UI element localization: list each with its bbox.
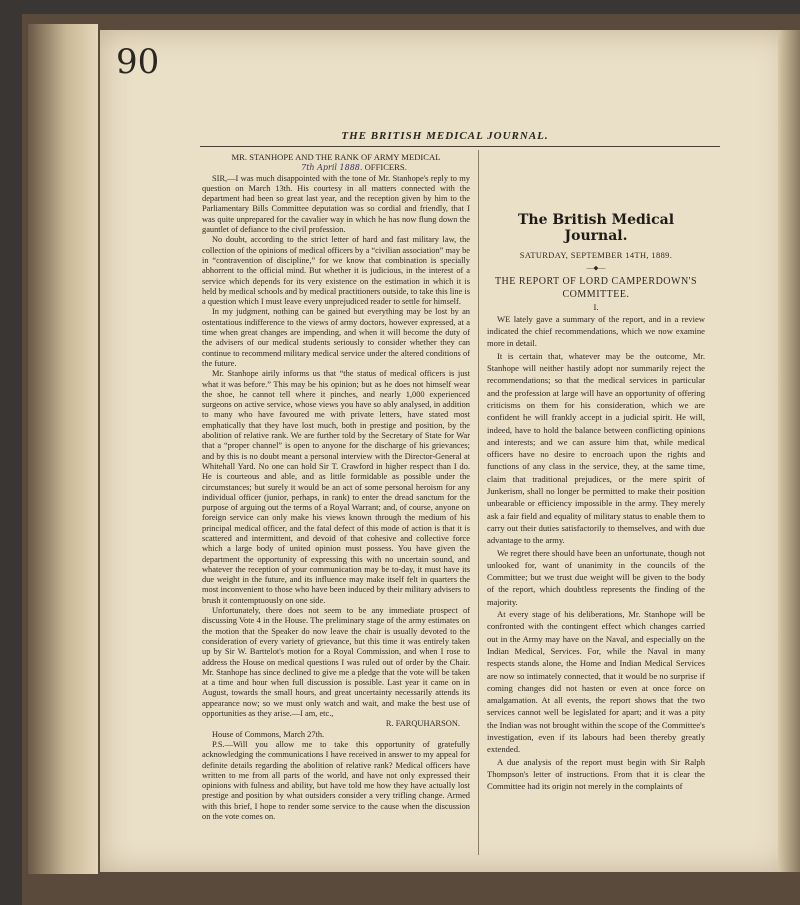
letter-heading-line2	[202, 162, 470, 173]
book-spine	[28, 24, 98, 874]
letter-address: House of Commons, March 27th.	[212, 729, 325, 739]
page-number: 90	[116, 42, 160, 82]
letter-paragraph-2: No doubt, according to the strict letter of hard and fast military law, the collection of the opinions of medical officers by a “civilian association” may be in “contravention of discipline,” for we know that combination is specially abhorrent to the official mind. But whether it is judicious, in the interest of a service which depends for its very existence on the estimation in which it is held by medical schools and by medical practitioners outside, to take this line is a question which I must leave every unprejudiced reader to settle for himself.	[202, 235, 470, 307]
letter-paragraph-5: Unfortunately, there does not seem to be any immediate prospect of discussing Vote 4 in the House. The preliminary stage of the army estimates on the motion that the Speaker do now leave the chair is usually devoted to the consideration of every variety of grievance, but this time it was entirely taken up by Sir W. Barttelot's motion for a Royal Commission, and when I rose to address the House on medical questions I was ruled out of order by the Chair. Mr. Stanhope has since declined to give me a pledge that the vote will be taken at a time and hour when full discussion is possible. Last year it came on in August, towards the small hours, and great uncertainty necessarily attends its appearance now; so we must only watch and wait, and make the best use of opportunities as they arise.—I am, etc.,	[202, 606, 470, 719]
article-paragraph-4: At every stage of his deliberations, Mr. Stanhope will be confronted with the contingent effect which changes carried out in the Army may have on the Naval, and especially on the Indian Medical, Services. For, while the Naval in many respects stands alone, the Home and Indian Medical Services are now so intimately connected, that it would be no surprise if coming changes did not hasten or even at once force on amalgamation. At all events, the report shows that the two services cannot well be legislated for apart; and it was a pity the Indian was not brought within the scope of the Committee's investigation, even if its labours had been thereby greatly extended.	[487, 609, 705, 755]
handwritten-note: 7th April 1888.	[301, 163, 363, 173]
article-paragraph-3: We regret there should have been an unfortunate, though not unlooked for, want of unanimity in the councils of the Committee; but we trust due weight will be given to the body of the report, which doubtless represents the finding of the majority.	[487, 547, 705, 607]
issue-date: SATURDAY, SEPTEMBER 14TH, 1889.	[519, 251, 673, 260]
header-rule	[200, 146, 720, 147]
section-number: I.	[593, 301, 599, 312]
letter-paragraph-1: SIR,—I was much disappointed with the tone of Mr. Stanhope's reply to my question on March 13th. His courtesy in all matters connected with the department had been so great last year, and the reception given by him to the Parliamentary Bills Committee deputation was so cordial and friendly, that I was quite unprepared for the cavalier way in which he has now flung down the gauntlet of defiance to the civil profession.	[202, 173, 470, 235]
column-separator	[478, 150, 479, 855]
letter-heading-cont: OFFICERS.	[364, 162, 407, 173]
article-title: THE REPORT OF LORD CAMPERDOWN'S COMMITTEE.	[494, 275, 698, 300]
page-edge	[778, 30, 800, 872]
journal-masthead: The British Medical Journal.	[517, 212, 675, 244]
article-paragraph-5: A due analysis of the report must begin with Sir Ralph Thompson's letter of instructions. From that it is clear the Committee had its origin not merely in the complaints of	[487, 756, 705, 792]
letter-heading: MR. STANHOPE AND THE RANK OF ARMY MEDICAL	[231, 152, 441, 162]
letter-paragraph-4: Mr. Stanhope airily informs us that “the status of medical officers is just what it was before.” This may be his opinion; but as he does not himself wear the shoe, he cannot tell where it pinches, and nearly 1,000 experienced surgeons on active service, whose views you have so ably analysed, in addition to many who have favoured me with private letters, have stated most emphatically that they have lost much, both in prestige and position, by the abolition of relative rank. We are further told by the Secretary of State for War that a “proper channel” is open to anyone for the discharge of his grievances; and by this is no doubt meant a personal interview with the Director-General at Whitehall Yard. No one can hold Sir T. Crawford in higher respect than I do. He is courteous and able, and as little formidable as possible under the circumstances; but surely it would be an act of some personal heroism for any individual officer (junior, perhaps, in rank) to enter the dread sanctum for the purpose of arguing out the terms of a Royal Warrant; and, of course, anyone on foreign service can only make his views known through the medium of his principal medical officer, and the fatal defect of this mode of action is that it is scattered and intermittent, and devoid of that cohesive and collective force which a large body of united opinion must possess. You have given the department the opportunity of expressing this with no uncertain sound, and whatever the reception of your communication may be to-day, it must have its due weight in the future, and its influence may make itself felt in quarters the most inconvenient to those who have been induced by their military advisers to brush it contemptuously on one side.	[202, 369, 470, 605]
ornament-divider: —⬥—	[586, 264, 606, 273]
letter-column	[202, 152, 470, 822]
article-paragraph-2: It is certain that, whatever may be the outcome, Mr. Stanhope will neither hastily adopt nor summarily reject the recommendations; so that the medical services in particular and the profession at large will have an opportunity of offering criticisms on them for his consideration, which we are confident he will frankly accept in a judicial spirit. He will, indeed, have to hold the balance between conflicting opinions and interests; and we can assure him that, while medical officers have no desire to encroach upon the rights and functions of any class in the service, they, at the same time, claim that traditional prejudices, or the mere spirit of Junkerism, shall no longer be permitted to make their position unbearable or efficiency impossible in the army. They merely ask a fair field and equality of military status to enable them to carry out their duties satisfactorily to themselves, and with due advantage to the army.	[487, 350, 705, 546]
running-head: THE BRITISH MEDICAL JOURNAL.	[341, 130, 549, 142]
article-paragraph-1: WE lately gave a summary of the report, and in a review indicated the chief recommendations, which we now examine more in detail.	[487, 313, 705, 349]
editorial-column	[487, 250, 705, 792]
letter-postscript: P.S.—Will you allow me to take this opportunity of gratefully acknowledging the communications I have received in answer to my appeal for definite details regarding the abolition of relative rank? Medical officers have written to me from all parts of the world, and have not only expressed their opinions with fulness and ability, but have told me how they have actually lost prestige and position by what outsiders consider a very trifling change. Armed with this brief, I hope to render some service to the cause when the discussion on the vote comes on.	[202, 739, 470, 821]
letter-signature: R. FARQUHARSON.	[385, 719, 460, 729]
letter-paragraph-3: In my judgment, nothing can be gained but everything may be lost by an ostentatious indifference to the views of army doctors, however expressed, at a time when great changes are impending, and when it will become the duty of the advisers of our medical students seriously to consider whether they can continue to recommend military medical service under the altered conditions of the future.	[202, 307, 470, 368]
